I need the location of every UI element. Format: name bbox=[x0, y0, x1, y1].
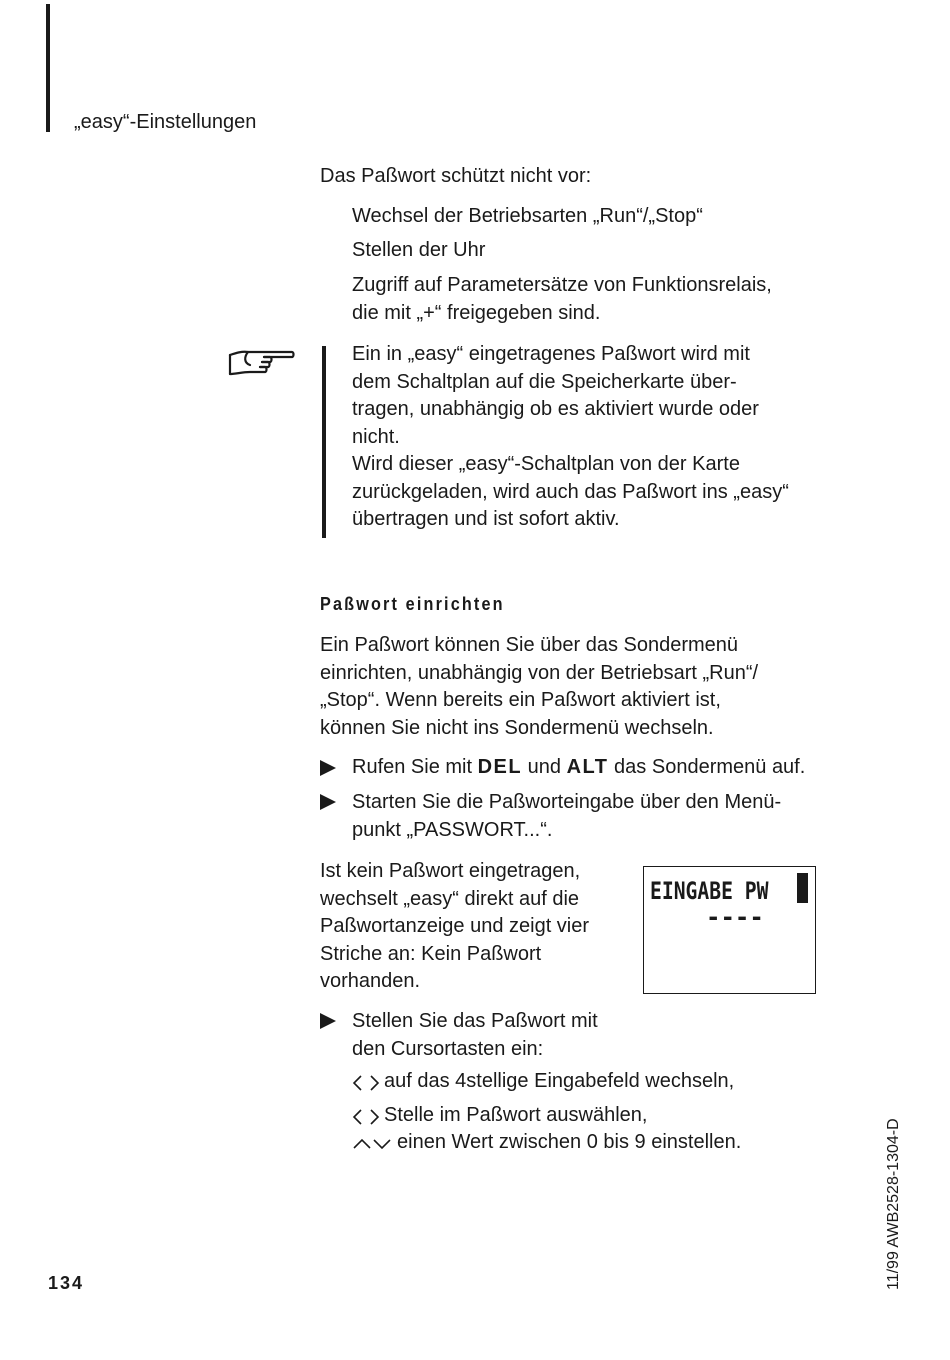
intro-text: Das Paßwort schützt nicht vor: bbox=[320, 165, 592, 187]
lcd-display bbox=[643, 866, 816, 994]
note-text: Ein in „easy“ eingetragenes Paßwort wird mit dem Schaltplan auf die Speicherkarte über- tragen, unabhängig ob es aktiviert wurde oder nicht. Wird dieser „easy“-Schaltplan von der Karte zurückgeladen, wird auch das Paßwort ins „easy“ übertragen und ist sofort aktiv. bbox=[352, 343, 789, 530]
document-code: 11/99 AWB2528-1304-D bbox=[885, 1118, 902, 1290]
step-arrow-icon bbox=[320, 794, 336, 810]
section-title: „easy“-Einstellungen bbox=[74, 111, 257, 133]
step-1: Rufen Sie mit DEL und ALT das Sondermenü auf. bbox=[352, 756, 806, 778]
cursor-up-down-icon bbox=[352, 1136, 392, 1152]
key-alt: ALT bbox=[566, 756, 609, 778]
note-bar bbox=[322, 346, 326, 538]
step-2: Starten Sie die Paßworteingabe über den Menü- punkt „PASSWORT...“. bbox=[352, 791, 782, 841]
lcd-cursor bbox=[797, 873, 808, 903]
protection-item: Zugriff auf Parametersätze von Funktionsrelais, die mit „+“ freigegeben sind. bbox=[352, 274, 772, 324]
subsection-heading: Paßwort einrichten bbox=[320, 594, 505, 614]
cursor-left-right-icon bbox=[352, 1108, 380, 1126]
step-3: Stellen Sie das Paßwort mit den Cursortasten ein: bbox=[352, 1010, 598, 1060]
step-arrow-icon bbox=[320, 760, 336, 776]
lcd-line-1: EINGABE PW bbox=[650, 877, 769, 905]
setup-paragraph: Ein Paßwort können Sie über das Sondermenü einrichten, unabhängig von der Betriebsart „Run“/ „Stop“. Wenn bereits ein Paßwort aktiviert ist, können Sie nicht ins Sondermenü wechseln. bbox=[320, 634, 759, 739]
margin-bar bbox=[46, 4, 50, 132]
cursor-instruction: Stelle im Paßwort auswählen, bbox=[384, 1104, 648, 1126]
protection-item: Stellen der Uhr bbox=[352, 239, 486, 261]
pointing-hand-icon bbox=[226, 343, 296, 385]
page-number: 134 bbox=[48, 1273, 85, 1293]
step-arrow-icon bbox=[320, 1013, 336, 1029]
key-del: DEL bbox=[477, 756, 523, 778]
cursor-left-right-icon bbox=[352, 1074, 380, 1092]
no-password-text: Ist kein Paßwort eingetragen, wechselt „easy“ direkt auf die Paßwortanzeige und zeigt vier Striche an: Kein Paßwort vorhanden. bbox=[320, 860, 590, 992]
protection-item: Wechsel der Betriebsarten „Run“/„Stop“ bbox=[352, 205, 703, 227]
cursor-instruction: einen Wert zwischen 0 bis 9 einstellen. bbox=[397, 1131, 742, 1153]
cursor-instruction: auf das 4stellige Eingabefeld wechseln, bbox=[384, 1070, 735, 1092]
lcd-line-2: ---- bbox=[706, 903, 764, 931]
